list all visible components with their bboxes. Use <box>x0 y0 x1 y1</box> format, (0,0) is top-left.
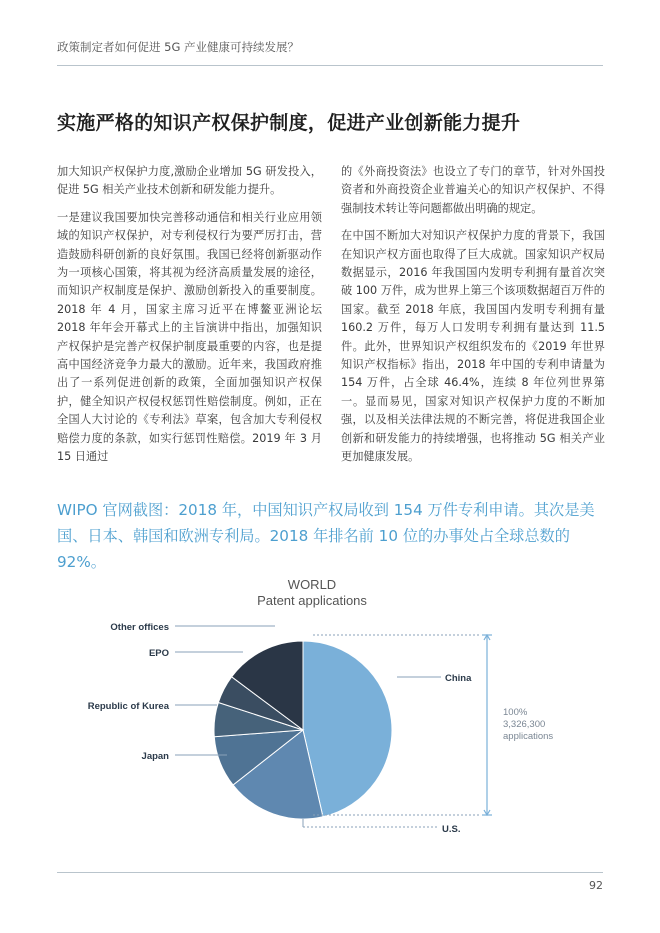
patent-pie-figure <box>57 565 605 855</box>
pie-slices <box>214 641 392 819</box>
pie-label-china: China <box>445 673 472 684</box>
page-number: 92 <box>589 879 603 892</box>
right-paragraph-2: 在中国不断加大对知识产权保护力度的背景下，我国在知识产权方面也取得了巨大成就。国家知识产权局数据显示，2016 年我国国内发明专利拥有量首次突破 100 万件，成为世界上第三个该项数据超百万件的国家。截至 2018 年底，我国国内发明专利拥有量160.2 万件，每万人口发明专利拥有量达到 11.5 件。此外，世界知识产权组织发布的《2019 年世界知识产权指标》指出，2018 年中国的专利申请量为 154 万件，占全球 46.4%，连续 8 年位列世界第一。显而易见，国家对知识产权保护力度的不断加强，以及相关法律法规的不断完善，将促进我国企业创新和研发能力的持续增强，也将推动 5G 相关产业更加健康发展。 <box>341 229 605 464</box>
pie-label-japan: Japan <box>141 751 169 762</box>
right-column <box>341 163 605 476</box>
right-paragraph-1: 的《外商投资法》也设立了专门的章节，针对外国投资者和外商投资企业普遍关心的知识产权保护、不得强制技术转让等问题都做出明确的规定。 <box>341 165 605 215</box>
chart-subtitle: Patent applications <box>257 593 367 608</box>
pie-label-epo: EPO <box>148 648 169 659</box>
section-title: 实施严格的知识产权保护制度，促进产业创新能力提升 <box>57 112 521 134</box>
footer-divider <box>57 872 603 873</box>
left-paragraph-2: 一是建议我国要加快完善移动通信和相关行业应用领域的知识产权保护，对专利侵权行为要严厉打击，营造鼓励科研创新的良好氛围。我国已经将创新驱动作为一项核心国策，将其视为经济高质量发展的途径，而知识产权制度是保护、激励创新投入的重要制度。2018 年 4 月，国家主席习近平在博鳌亚洲论坛 2018 年年会开幕式上的主旨演讲中指出，加强知识产权保护是完善产权保护制度最重要的内容，也是提高中国经济竞争力最大的激励。近年来，我国政府推出了一系列促进创新的政策，全面加强知识产权保护，健全知识产权侵权惩罚性赔偿制度。例如，正在全国人大讨论的《专利法》草案，包含加大专利侵权赔偿力度的条款，如实行惩罚性赔偿。2019 年 3 月 15 日通过 <box>57 210 322 464</box>
header-divider <box>57 65 603 66</box>
figure-caption: WIPO 官网截图：2018 年，中国知识产权局收到 154 万件专利申请。其次是美国、日本、韩国和欧洲专利局。2018 年排名前 10 位的办事处占全球总数的 92%。 <box>57 501 595 571</box>
chart-title: WORLD <box>287 577 337 592</box>
total-label-line-3: applications <box>503 731 554 742</box>
pie-chart <box>57 565 605 855</box>
pie-label-u-s-: U.S. <box>442 824 461 835</box>
pie-label-other-offices: Other offices <box>110 622 169 633</box>
pie-label-republic-of-kurea: Republic of Kurea <box>87 701 169 712</box>
left-column <box>57 163 322 476</box>
total-label-line-2: 3,326,300 <box>503 719 546 730</box>
total-label-line-1: 100% <box>503 707 528 718</box>
left-paragraph-1: 加大知识产权保护力度,激励企业增加 5G 研发投入，促进 5G 相关产业技术创新和研发能力提升。 <box>57 165 322 197</box>
running-title: 政策制定者如何促进 5G 产业健康可持续发展？ <box>57 40 300 54</box>
